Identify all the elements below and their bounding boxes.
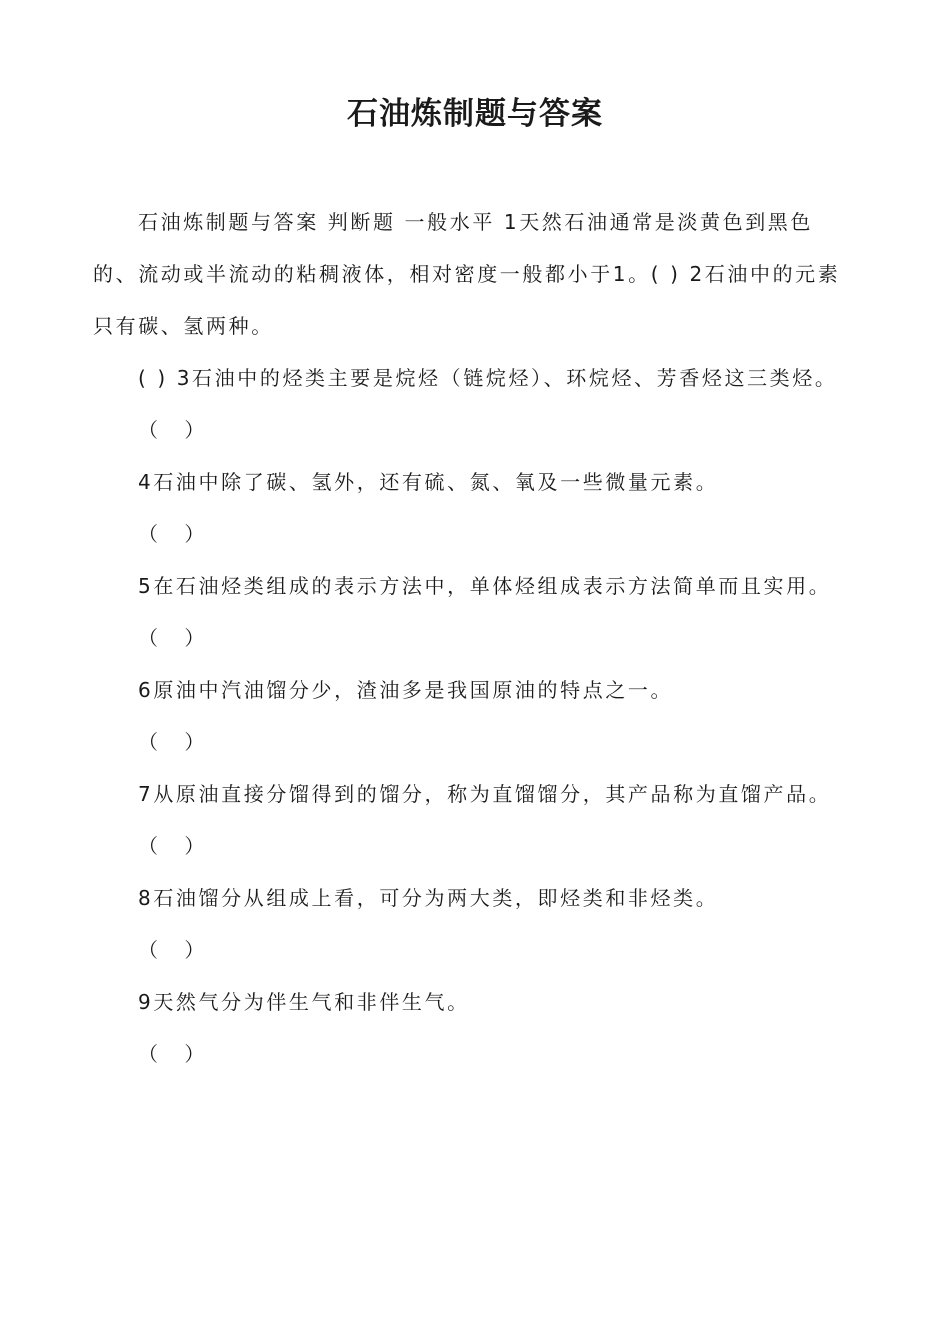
paragraph-q7: 7从原油直接分馏得到的馏分，称为直馏馏分，其产品称为直馏产品。 xyxy=(138,782,832,806)
paragraph-q8: 8石油馏分从组成上看，可分为两大类，即烃类和非烃类。 xyxy=(138,886,719,910)
paragraph-q6: 6原油中汽油馏分少，渣油多是我国原油的特点之一。 xyxy=(138,678,674,702)
answer-blank-q3: （ ） xyxy=(138,418,215,442)
paragraph-q5: 5在石油烃类组成的表示方法中，单体烃组成表示方法简单而且实用。 xyxy=(138,574,832,598)
answer-blank-q7: （ ） xyxy=(138,834,215,858)
answer-blank-q9: （ ） xyxy=(138,1042,215,1066)
answer-blank-q8: （ ） xyxy=(138,938,215,962)
document-title: 石油炼制题与答案 xyxy=(347,96,603,132)
answer-blank-q5: （ ） xyxy=(138,626,215,650)
paragraph-q9: 9天然气分为伴生气和非伴生气。 xyxy=(138,990,470,1014)
paragraph-intro: 石油炼制题与答案 判断题 一般水平 1天然石油通常是淡黄色到黑色的、流动或半流动的粘稠液体，相对密度一般都小于1。( ) 2石油中的元素只有碳、氢两种。 xyxy=(93,210,841,338)
answer-blank-q6: （ ） xyxy=(138,730,215,754)
document-body xyxy=(93,196,853,1080)
paragraph-q3: ( ) 3石油中的烃类主要是烷烃（链烷烃）、环烷烃、芳香烃这三类烃。 xyxy=(138,366,838,390)
answer-blank-q4: （ ） xyxy=(138,522,215,546)
paragraph-q4: 4石油中除了碳、氢外，还有硫、氮、氧及一些微量元素。 xyxy=(138,470,719,494)
